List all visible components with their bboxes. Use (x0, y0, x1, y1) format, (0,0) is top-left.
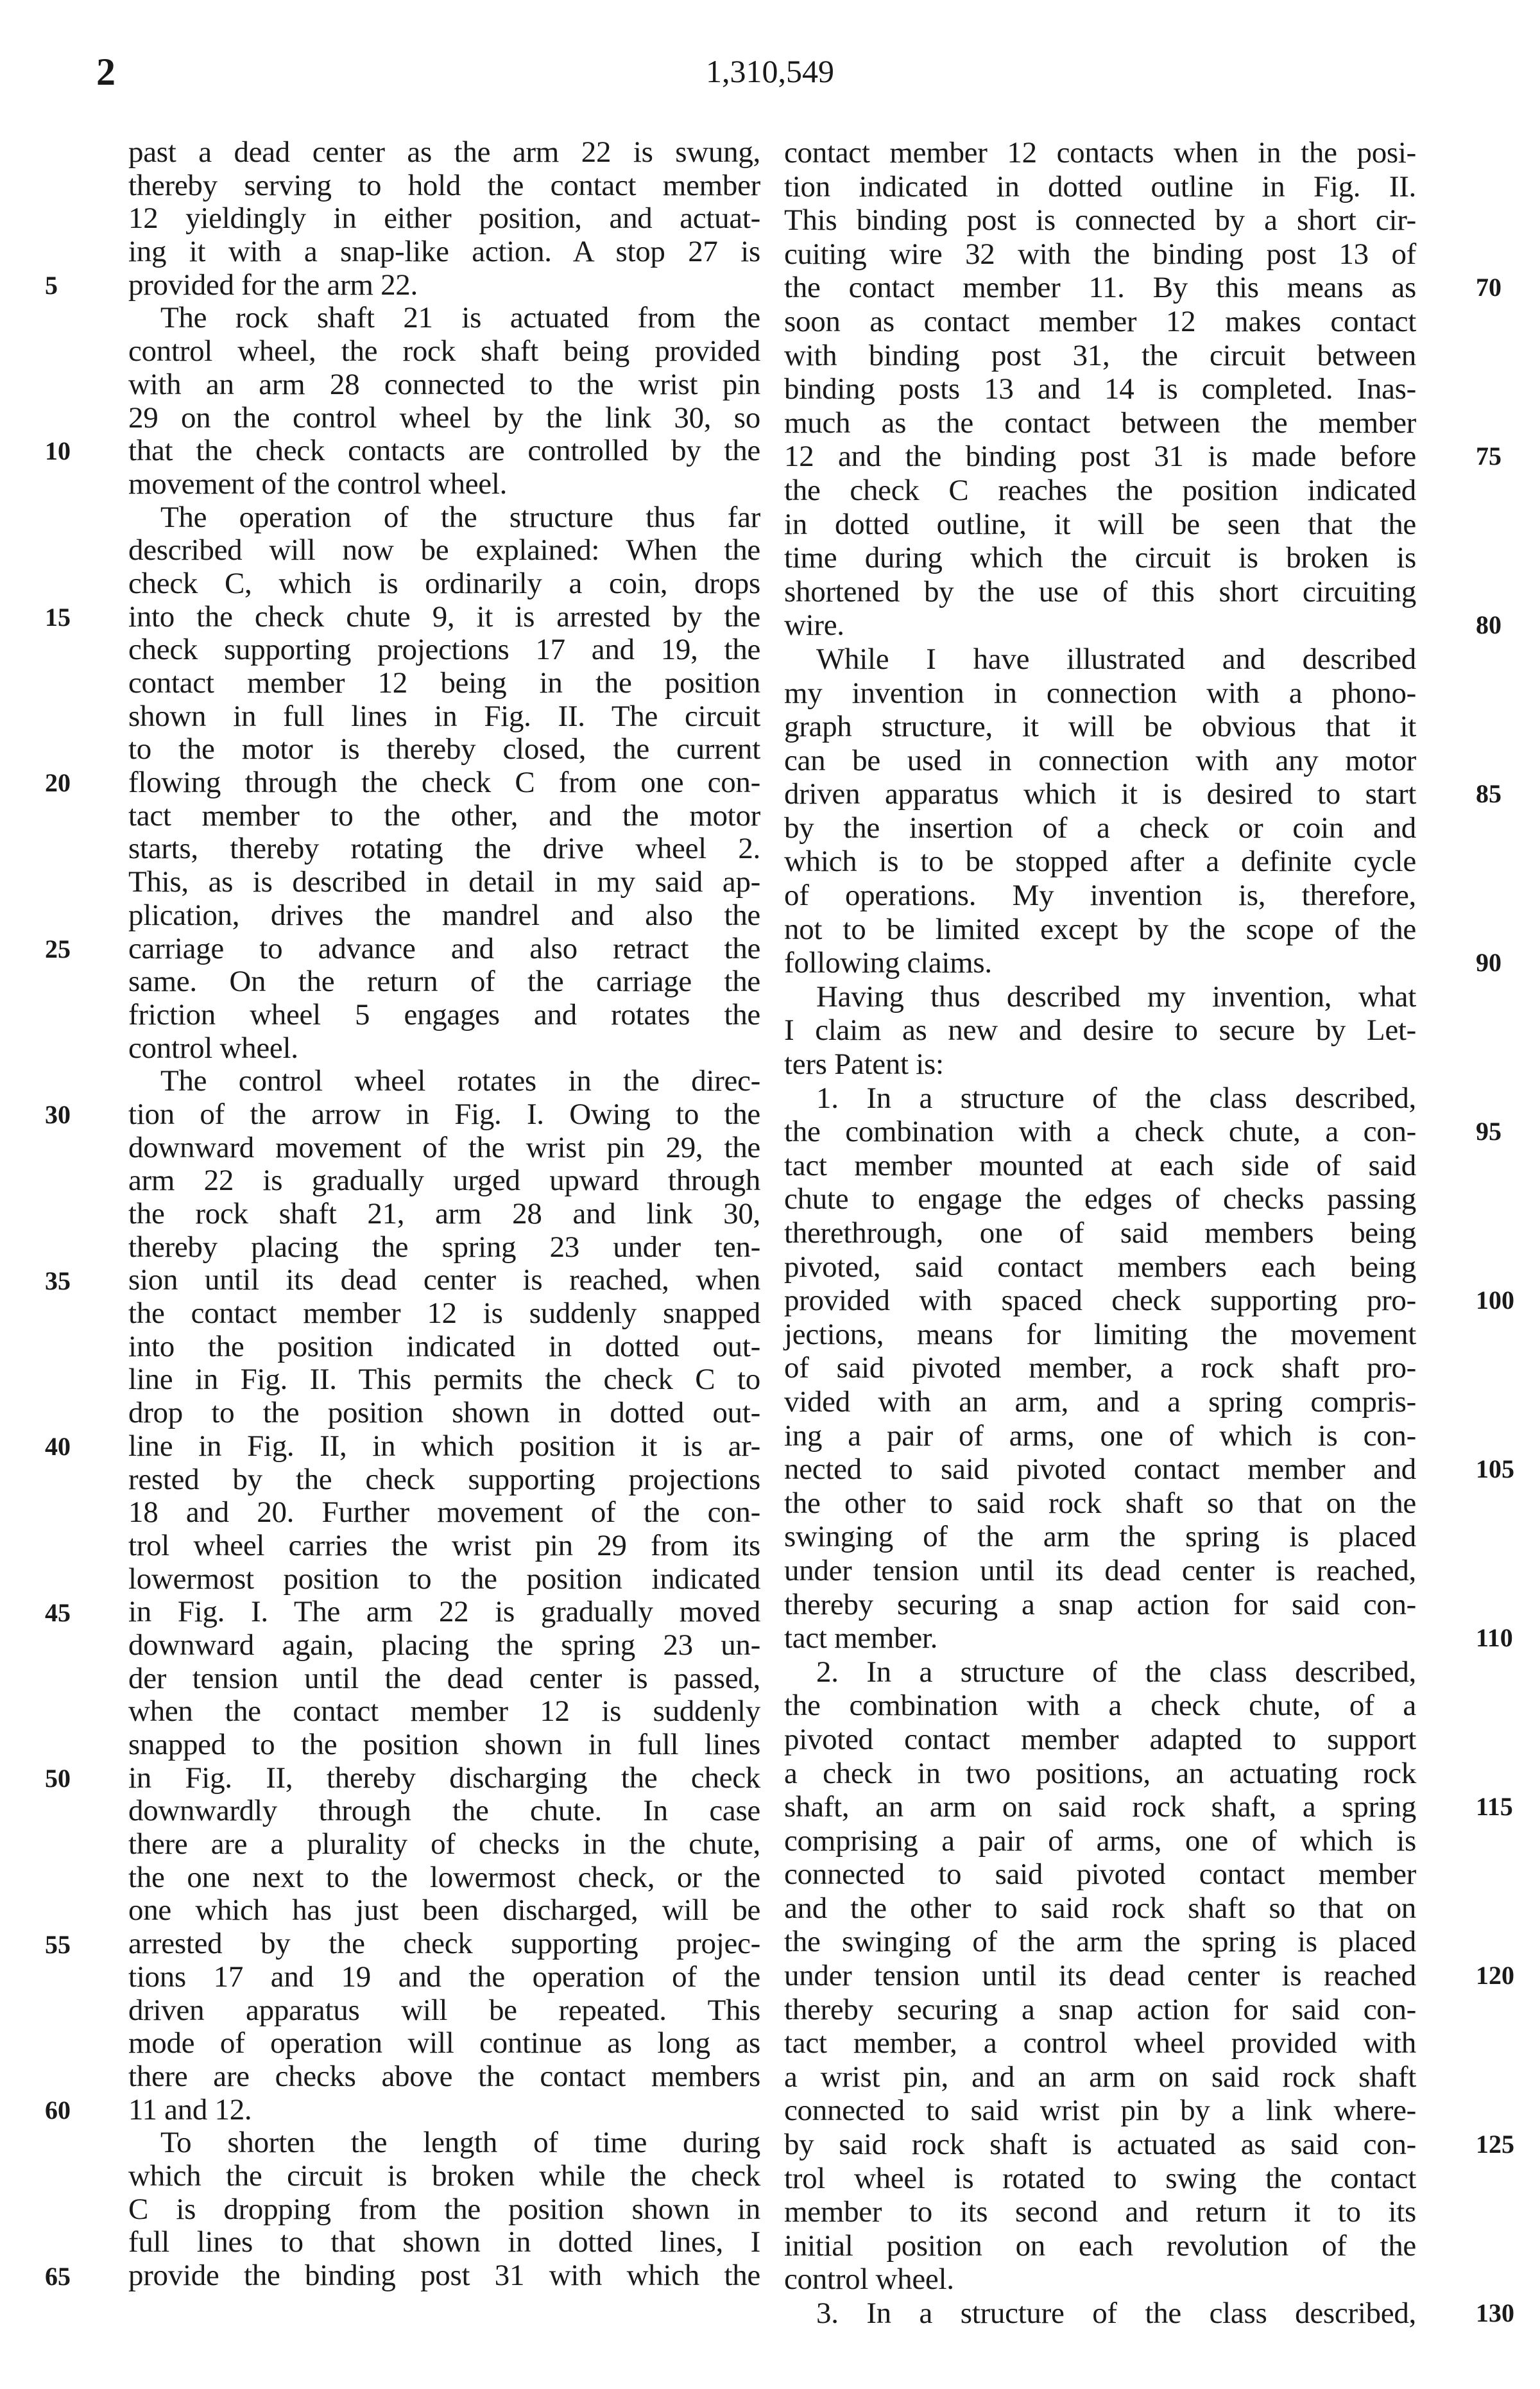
text-line: the contact member 11. By this means as (784, 271, 1416, 305)
text-line: same. On the return of the carriage the (128, 965, 760, 999)
text-line: there are a plurality of checks in the chute, (128, 1827, 760, 1861)
text-line: a wrist pin, and an arm on said rock shaft (784, 2060, 1416, 2094)
text-line: The control wheel rotates in the direc- (160, 1064, 760, 1098)
text-line: much as the contact between the member (784, 406, 1416, 440)
text-line: the one next to the lowermost check, or the (128, 1860, 760, 1894)
line-number: 90 (1476, 948, 1502, 978)
text-line: ing it with a snap-like action. A stop 27 is (128, 235, 760, 269)
text-line: soon as contact member 12 makes contact (784, 304, 1416, 338)
text-line: into the check chute 9, it is arrested by the (128, 599, 760, 634)
text-line: which the circuit is broken while the check (128, 2159, 760, 2193)
text-line: der tension until the dead center is passed, (128, 1661, 760, 1695)
text-line: cuiting wire 32 with the binding post 13 of (784, 237, 1416, 271)
text-line: friction wheel 5 engages and rotates the (128, 997, 760, 1031)
text-line: To shorten the length of time during (160, 2126, 760, 2160)
text-line: the other to said rock shaft so that on the (784, 1486, 1416, 1520)
text-line: there are checks above the contact members (128, 2059, 760, 2093)
text-line: control wheel. (128, 1031, 298, 1065)
line-number: 20 (45, 768, 71, 798)
text-line: in dotted outline, it will be seen that the (784, 507, 1416, 541)
text-line: ing a pair of arms, one of which is con- (784, 1419, 1416, 1453)
text-line: binding posts 13 and 14 is completed. Inas- (784, 372, 1416, 406)
line-number: 75 (1476, 442, 1502, 471)
text-line: control wheel, the rock shaft being provided (128, 334, 760, 368)
text-line: not to be limited except by the scope of the (784, 912, 1416, 946)
text-line: 18 and 20. Further movement of the con- (128, 1496, 760, 1530)
text-line: line in Fig. II, in which position it is ar- (128, 1429, 760, 1463)
text-line: comprising a pair of arms, one of which is (784, 1824, 1416, 1858)
text-line: line in Fig. II. This permits the check C to (128, 1363, 760, 1397)
text-line: jections, means for limiting the movement (784, 1317, 1416, 1351)
line-number: 130 (1476, 2298, 1514, 2328)
text-line: therethrough, one of said members being (784, 1216, 1416, 1250)
text-line: arrested by the check supporting projec- (128, 1927, 760, 1961)
text-line: provide the binding post 31 with which the (128, 2259, 760, 2292)
text-line: I claim as new and desire to secure by Let- (784, 1013, 1416, 1048)
text-line: thereby placing the spring 23 under ten- (128, 1230, 760, 1264)
text-line: contact member 12 contacts when in the posi- (784, 136, 1416, 169)
text-line: nected to said pivoted contact member and (784, 1453, 1416, 1487)
text-line: trol wheel is rotated to swing the contact (784, 2161, 1416, 2195)
text-line: thereby securing a snap action for said con- (784, 1587, 1416, 1621)
page-number: 2 (96, 51, 116, 93)
line-number: 120 (1476, 1961, 1514, 1990)
text-line: mode of operation will continue as long as (128, 2026, 760, 2060)
text-line: and the other to said rock shaft so that on (784, 1891, 1416, 1925)
right-text-column (784, 136, 1416, 2331)
line-number: 5 (45, 270, 58, 300)
paragraph (784, 1655, 1416, 2297)
text-line: under tension until its dead center is reached, (784, 1553, 1416, 1587)
text-line: full lines to that shown in dotted lines, I (128, 2225, 760, 2259)
line-number: 65 (45, 2261, 71, 2291)
text-line: thereby serving to hold the contact member (128, 168, 760, 202)
text-line: past a dead center as the arm 22 is swung, (128, 135, 760, 169)
text-line: flowing through the check C from one con- (128, 766, 760, 800)
paragraph (784, 1082, 1416, 1655)
text-line: with binding post 31, the circuit between (784, 338, 1416, 372)
line-number: 70 (1476, 273, 1502, 302)
text-line: by the insertion of a check or coin and (784, 811, 1416, 845)
text-line: a check in two positions, an actuating rock (784, 1756, 1416, 1790)
text-line: to the motor is thereby closed, the current (128, 732, 760, 766)
text-line: driven apparatus will be repeated. This (128, 1993, 760, 2027)
text-line: sion until its dead center is reached, when (128, 1263, 760, 1297)
text-line: in Fig. I. The arm 22 is gradually moved (128, 1595, 760, 1629)
paragraph (784, 643, 1416, 980)
text-line: downward movement of the wrist pin 29, the (128, 1130, 760, 1164)
text-line: shaft, an arm on said rock shaft, a spring (784, 1790, 1416, 1824)
text-line: of operations. My invention is, therefore, (784, 879, 1416, 913)
text-line: provided with spaced check supporting pro- (784, 1284, 1416, 1318)
text-line: pivoted contact member adapted to support (784, 1722, 1416, 1756)
text-line: my invention in connection with a phono- (784, 676, 1416, 710)
text-line: one which has just been discharged, will be (128, 1893, 760, 1928)
text-line: control wheel. (784, 2263, 954, 2297)
paragraph (784, 136, 1416, 643)
line-number: 35 (45, 1266, 71, 1295)
text-line: the combination with a check chute, of a (784, 1689, 1416, 1723)
paragraph (128, 501, 760, 1065)
text-line: 3. In a structure of the class described, (816, 2297, 1416, 2330)
text-line: chute to engage the edges of checks passing (784, 1182, 1416, 1216)
text-line: 1. In a structure of the class described, (816, 1081, 1416, 1115)
paragraph (128, 302, 760, 501)
text-line: The rock shaft 21 is actuated from the (160, 301, 760, 335)
text-line: 2. In a structure of the class described, (816, 1655, 1416, 1689)
text-line: tion of the arrow in Fig. I. Owing to the (128, 1097, 760, 1131)
text-line: shortened by the use of this short circuiting (784, 574, 1416, 608)
text-line: vided with an arm, and a spring compris- (784, 1384, 1416, 1419)
text-line: 12 and the binding post 31 is made before (784, 440, 1416, 474)
text-line: time during which the circuit is broken is (784, 541, 1416, 575)
line-number: 125 (1476, 2130, 1514, 2159)
text-line: under tension until its dead center is reached (784, 1959, 1416, 1993)
line-number: 95 (1476, 1117, 1502, 1146)
text-line: driven apparatus which it is desired to start (784, 777, 1416, 811)
text-line: thereby securing a snap action for said con- (784, 1992, 1416, 2026)
text-line: that the check contacts are controlled by the (128, 434, 760, 468)
text-line: 11 and 12. (128, 2092, 252, 2126)
text-line: downwardly through the chute. In case (128, 1794, 760, 1828)
patent-number: 1,310,549 (706, 53, 834, 89)
text-line: wire. (784, 608, 844, 643)
line-number: 55 (45, 1929, 71, 1959)
line-number: 115 (1476, 1792, 1513, 1822)
text-line: While I have illustrated and described (816, 642, 1416, 676)
text-line: rested by the check supporting projections (128, 1462, 760, 1496)
line-number: 45 (45, 1598, 71, 1627)
line-number: 15 (45, 602, 71, 632)
text-line: by said rock shaft is actuated as said con- (784, 2128, 1416, 2162)
line-number: 60 (45, 2096, 71, 2125)
text-line: starts, thereby rotating the drive wheel 2. (128, 832, 760, 866)
text-line: check C, which is ordinarily a coin, drops (128, 566, 760, 600)
text-line: can be used in connection with any motor (784, 743, 1416, 777)
text-line: swinging of the arm the spring is placed (784, 1520, 1416, 1554)
text-line: the contact member 12 is suddenly snapped (128, 1297, 760, 1331)
text-line: with an arm 28 connected to the wrist pin (128, 367, 760, 401)
text-line: 29 on the control wheel by the link 30, so (128, 401, 760, 435)
line-number: 10 (45, 436, 71, 466)
text-line: drop to the position shown in dotted out- (128, 1396, 760, 1430)
text-line: which is to be stopped after a definite cycle (784, 845, 1416, 879)
text-line: shown in full lines in Fig. II. The circuit (128, 699, 760, 733)
text-line: pivoted, said contact members each being (784, 1250, 1416, 1284)
text-line: carriage to advance and also retract the (128, 931, 760, 965)
text-line: member to its second and return it to its (784, 2195, 1416, 2229)
text-line: graph structure, it will be obvious that it (784, 710, 1416, 744)
line-number: 110 (1476, 1623, 1513, 1653)
text-line: in Fig. II, thereby discharging the check (128, 1761, 760, 1795)
text-line: connected to said wrist pin by a link where- (784, 2094, 1416, 2128)
line-number: 40 (45, 1432, 71, 1462)
paragraph (784, 2297, 1416, 2331)
text-line: plication, drives the mandrel and also the (128, 898, 760, 932)
text-line: of said pivoted member, a rock shaft pro- (784, 1351, 1416, 1385)
text-line: tact member. (784, 1621, 938, 1655)
text-line: the swinging of the arm the spring is placed (784, 1925, 1416, 1959)
text-line: provided for the arm 22. (128, 268, 418, 302)
text-line: C is dropping from the position shown in (128, 2192, 760, 2226)
paragraph (128, 2126, 760, 2292)
left-text-column (128, 136, 760, 2293)
text-line: tact member mounted at each side of said (784, 1148, 1416, 1182)
text-line: into the position indicated in dotted out- (128, 1329, 760, 1363)
line-number: 30 (45, 1100, 71, 1130)
text-line: the check C reaches the position indicated (784, 473, 1416, 507)
text-line: when the contact member 12 is suddenly (128, 1695, 760, 1729)
text-line: trol wheel carries the wrist pin 29 from its (128, 1528, 760, 1562)
text-line: 12 yieldingly in either position, and actuat- (128, 202, 760, 236)
text-line: the rock shaft 21, arm 28 and link 30, (128, 1197, 760, 1230)
paragraph (784, 980, 1416, 1082)
text-line: arm 22 is gradually urged upward through (128, 1164, 760, 1198)
line-number: 100 (1476, 1286, 1514, 1315)
line-number: 50 (45, 1764, 71, 1793)
text-line: tact member, a control wheel provided with (784, 2026, 1416, 2060)
text-line: snapped to the position shown in full lines (128, 1728, 760, 1761)
text-line: ters Patent is: (784, 1048, 944, 1082)
line-number: 105 (1476, 1454, 1514, 1484)
text-line: downward again, placing the spring 23 un- (128, 1628, 760, 1662)
paragraph (128, 1065, 760, 2126)
text-line: lowermost position to the position indicated (128, 1562, 760, 1596)
text-line: tion indicated in dotted outline in Fig. II. (784, 169, 1416, 203)
line-number: 25 (45, 934, 71, 963)
text-line: the combination with a check chute, a con- (784, 1115, 1416, 1149)
text-line: tions 17 and 19 and the operation of the (128, 1960, 760, 1994)
text-line: movement of the control wheel. (128, 467, 508, 501)
text-line: tact member to the other, and the motor (128, 798, 760, 832)
text-line: contact member 12 being in the position (128, 666, 760, 700)
paragraph (128, 136, 760, 302)
text-line: check supporting projections 17 and 19, the (128, 633, 760, 667)
line-number: 85 (1476, 779, 1502, 809)
line-number: 80 (1476, 610, 1502, 640)
text-line: initial position on each revolution of the (784, 2229, 1416, 2263)
text-line: The operation of the structure thus far (160, 500, 760, 534)
text-line: This, as is described in detail in my said ap- (128, 865, 760, 899)
text-line: described will now be explained: When the (128, 533, 760, 567)
text-line: This binding post is connected by a short cir- (784, 203, 1416, 237)
text-line: following claims. (784, 946, 992, 980)
text-line: Having thus described my invention, what (816, 979, 1416, 1013)
text-line: connected to said pivoted contact member (784, 1858, 1416, 1892)
